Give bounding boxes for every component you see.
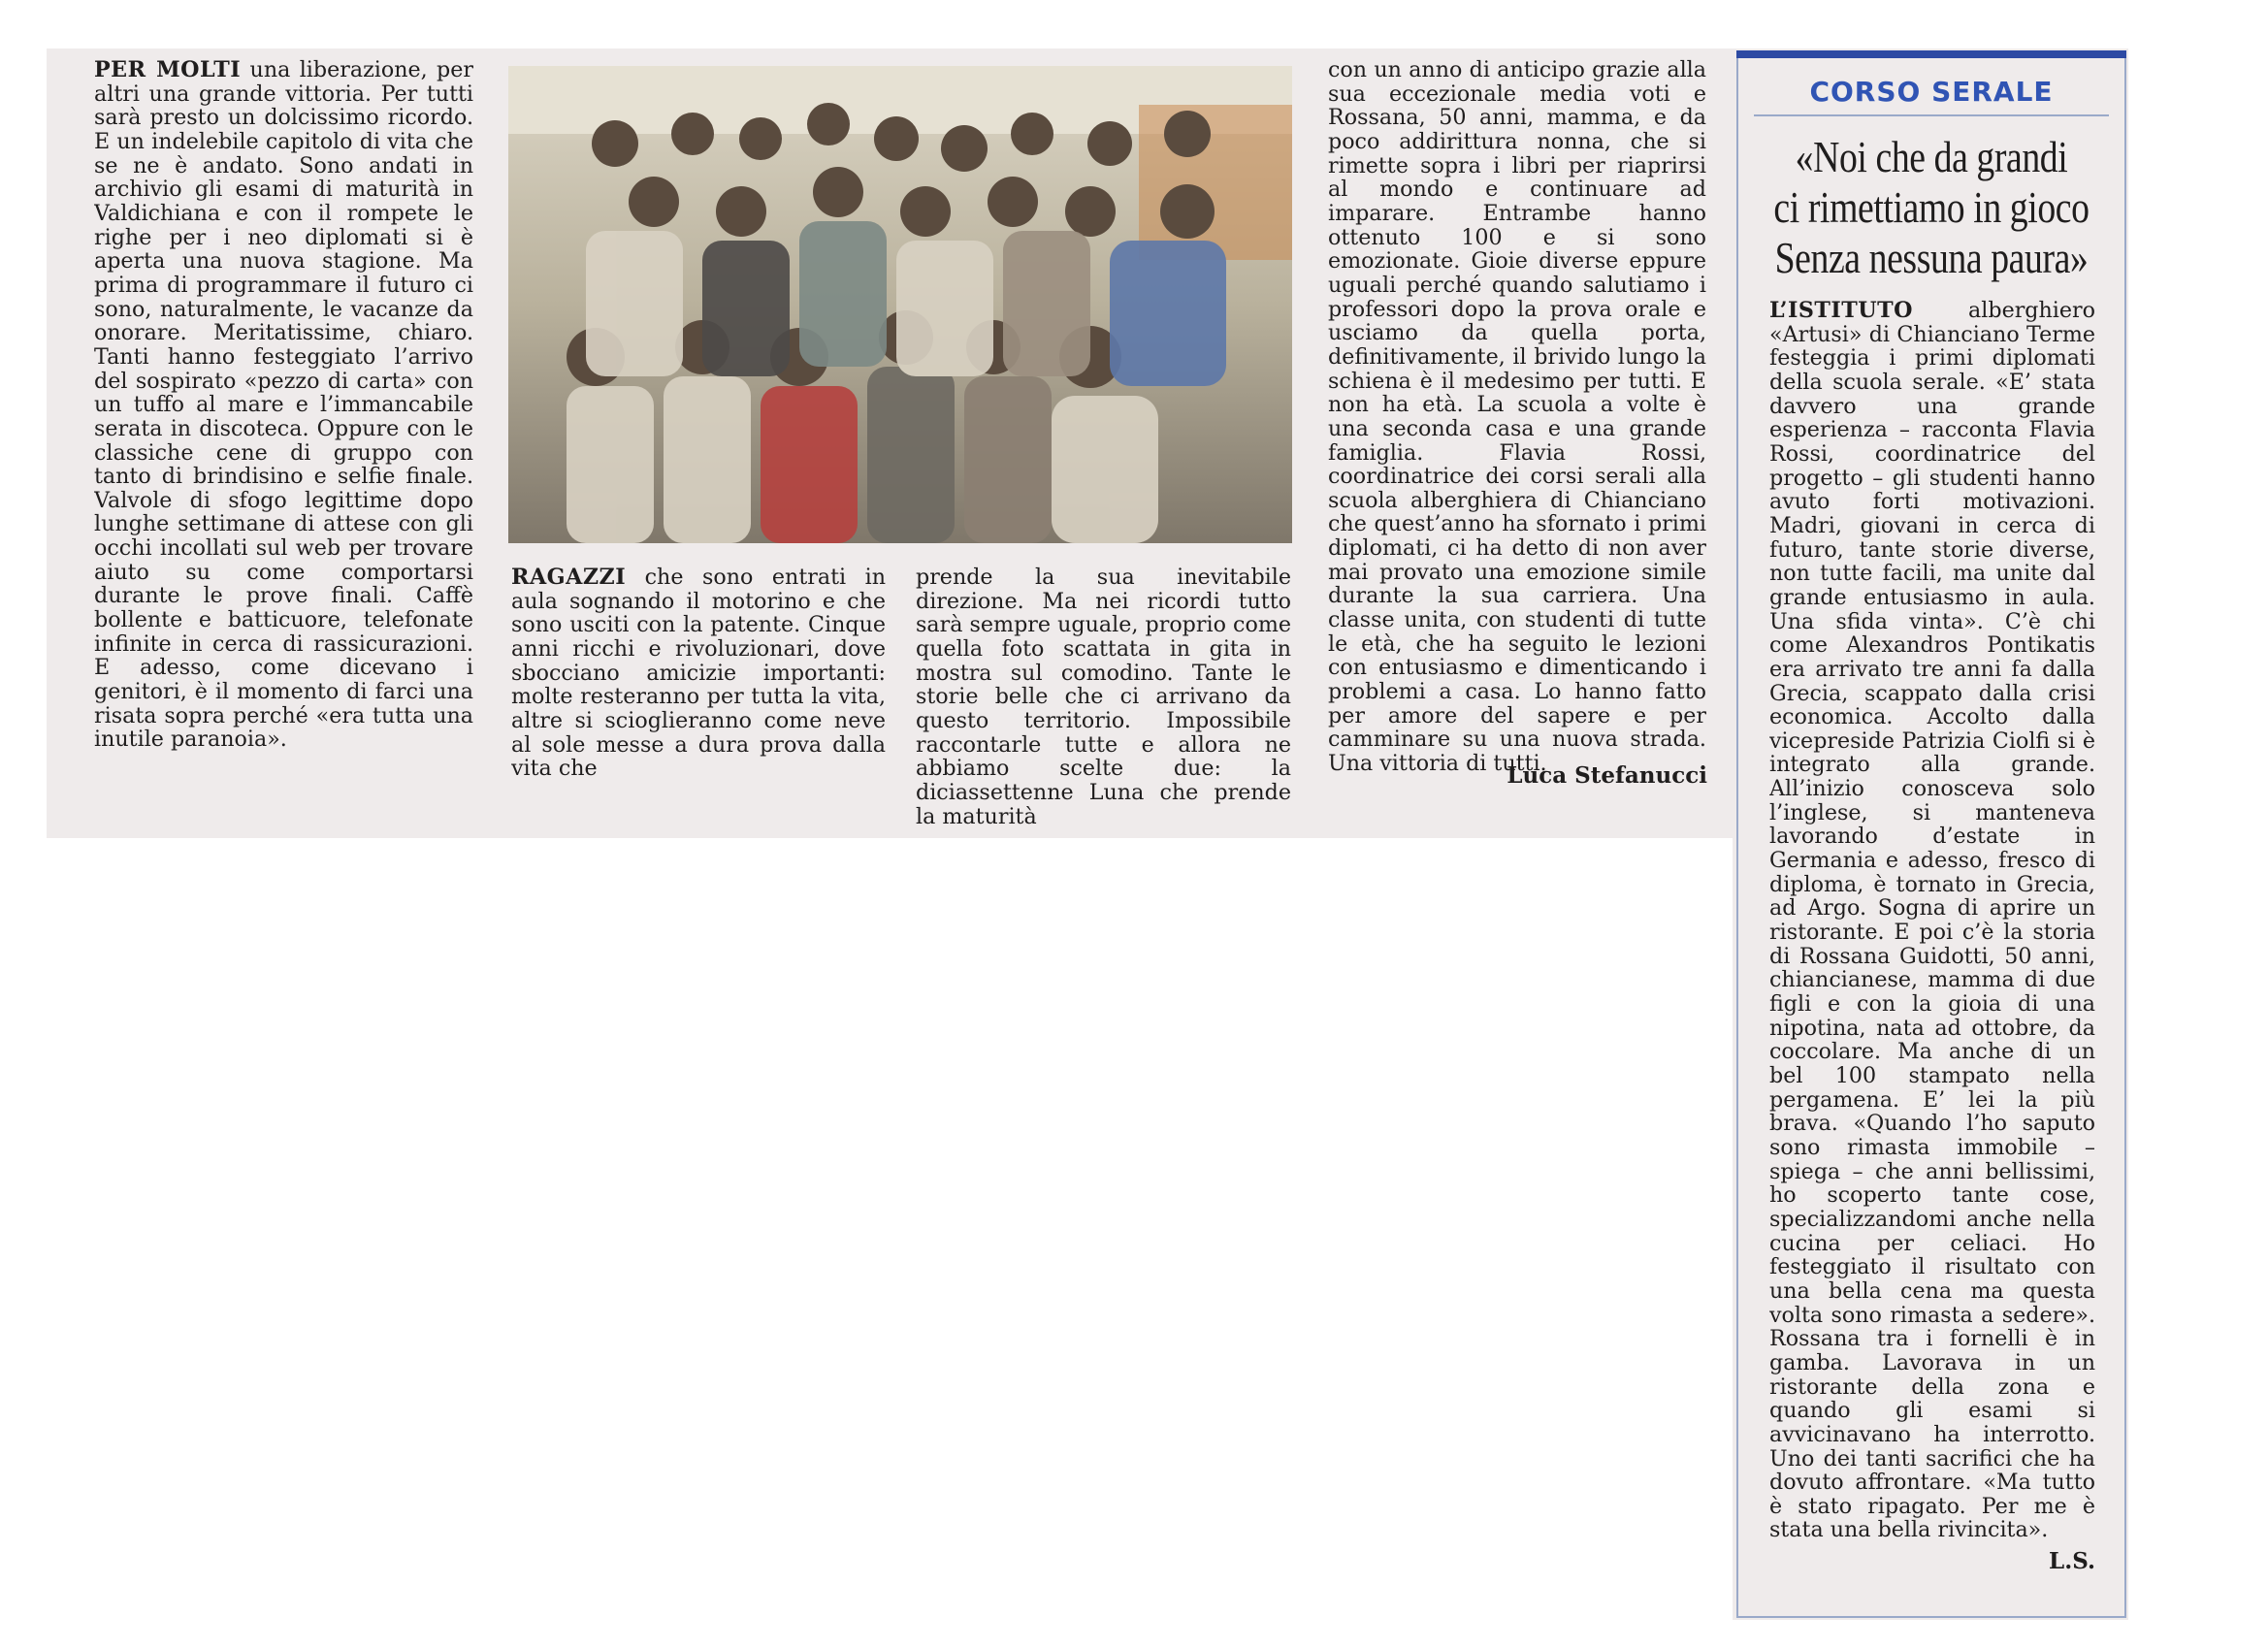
group-photo	[508, 66, 1292, 543]
article-column-1	[94, 58, 473, 752]
article-column-3	[916, 566, 1291, 828]
column-text: una liberazione, per altri una grande vittoria. Per tutti sarà presto un dolcissimo ricordo. E un indelebile capitolo di vita che se ne è andato. Sono andati in archivio gli esami di maturità in Valdichiana e con il rompete le righe per i neo diplomati si è aperta una nuova stagione. Ma prima di programmare il futuro ci sono, naturalmente, le vacanze da onorare. Meritatissime, chiaro. Tanti hanno festeggiato l’arrivo del sospirato «pezzo di carta» con un tuffo al mare e l’immancabile serata in discoteca. Oppure con le classiche cene di gruppo con tanto di brindisino e selfie finale. Valvole di sfogo legittime dopo lunghe settimane di attese con gli occhi incollati sul web per trovare aiuto su come comportarsi durante le prove finali. Caffè bollente e batticuore, telefonate infinite in cerca di rassicurazioni. E adesso, come dicevano i genitori, è il momento di farci una risata sopra perché «era tutta una inutile paranoia».	[94, 58, 473, 753]
column-text: prende la sua inevitabile direzione. Ma nei ricordi tutto sarà sempre uguale, proprio come quella foto scattata in gita in mostra sul comodino. Tante le storie belle che ci arrivano da questo territorio. Impossibile raccontarle tutte e allora ne abbiamo scelte due: la diciassettenne Luna che prende la maturità	[916, 566, 1291, 829]
sidebar-lead: L’ISTITUTO	[1769, 299, 1913, 323]
sidebar-kicker: CORSO SERALE	[1809, 76, 2054, 108]
article-byline: Luca Stefanucci	[1507, 762, 1707, 789]
column-text: che sono entrati in aula sognando il motorino e che sono usciti con la patente. Cinque anni ricchi e rivoluzionari, dove sbocciano amicizie importanti: molte resteranno per tutta la vita, altre si scioglieranno come neve al sole messe a dura prova dalla vita che	[511, 566, 886, 781]
sidebar-text: alberghiero «Artusi» di Chianciano Terme festeggia i primi diplomati della scuola serale. «E’ stata davvero una grande esperienza – racconta Flavia Rossi, coordinatrice del progetto – gli studenti hanno avuto forti motivazioni. Madri, giovani in cerca di futuro, tante storie diverse, non tutte facili, ma unite dal grande entusiasmo in aula. Una sfida vinta». C’è chi come Alexandros Pontikatis era arrivato tre anni fa dalla Grecia, scappato dalla crisi economica. Accolto dalla vicepreside Patrizia Ciolfi si è integrato alla grande. All’inizio conosceva solo l’inglese, si manteneva lavorando d’estate in Germania e adesso, fresco di diploma, è tornato in Grecia, ad Argo. Sogna di aprire un ristorante. E poi c’è la storia di Rossana Guidotti, 50 anni, chiancianese, mamma di due figli e con la gioia di una nipotina, nata ad ottobre, da coccolare. Ma anche di un bel 100 stampato nella pergamena. E’ lei la più brava. «Quando l’ho saputo sono rimasta immobile – spiega – che anni bellissimi, ho scoperto tante cose, specializzandomi anche nella cucina per celiaci. Ho festeggiato il risultato con una bella cena ma questa volta sono rimasta a sedere». Rossana tra i fornelli è in gamba. Lavorava in un ristorante della zona e quando gli esami si avvicinavano ha interrotto. Uno dei tanti sacrifici che ha dovuto affrontare. «Ma tutto è stato ripagato. Per me è stata una bella rivincita».	[1769, 299, 2095, 1543]
column-lead: RAGAZZI	[511, 566, 627, 590]
kicker-divider	[1754, 114, 2109, 116]
article-column-2	[511, 566, 886, 781]
sidebar-top-rule	[1736, 50, 2126, 58]
group-photo-image	[508, 66, 1292, 543]
column-text: con un anno di anticipo grazie alla sua eccezionale media voti e Rossana, 50 anni, mamma, e da poco addirittura nonna, che si rimette sopra i libri per riaprirsi al mondo e continuare ad imparare. Entrambe hanno ottenuto 100 e si sono emozionate. Gioie diverse eppure uguali perché quando salutiamo i professori dopo la prova orale e usciamo da quella porta, definitivamente, il brivido lungo la schiena è il medesimo per tutti. E non ha età. La scuola a volte è una seconda casa e una grande famiglia. Flavia Rossi, coordinatrice dei corsi serali alla scuola alberghiera di Chianciano che quest’anno ha sfornato i primi diplomati, ci ha detto di non aver mai provato una emozione simile durante la sua carriera. Una classe unita, con studenti di tutte le età, che ha seguito le lezioni con entusiasmo e dimenticando i problemi a casa. Lo hanno fatto per amore del sapere e per camminare su una nuova strada. Una vittoria di tutti.	[1328, 58, 1706, 776]
sidebar-headline	[1771, 132, 2091, 283]
headline-line: Senza nessuna paura»	[1774, 233, 2089, 282]
headline-line: ci rimettiamo in gioco	[1773, 182, 2090, 232]
article-column-4	[1328, 58, 1706, 776]
sidebar-body	[1769, 299, 2095, 1542]
column-lead: PER MOLTI	[94, 58, 242, 82]
headline-line: «Noi che da grandi	[1795, 132, 2068, 181]
sidebar-byline: L.S.	[2049, 1548, 2095, 1574]
